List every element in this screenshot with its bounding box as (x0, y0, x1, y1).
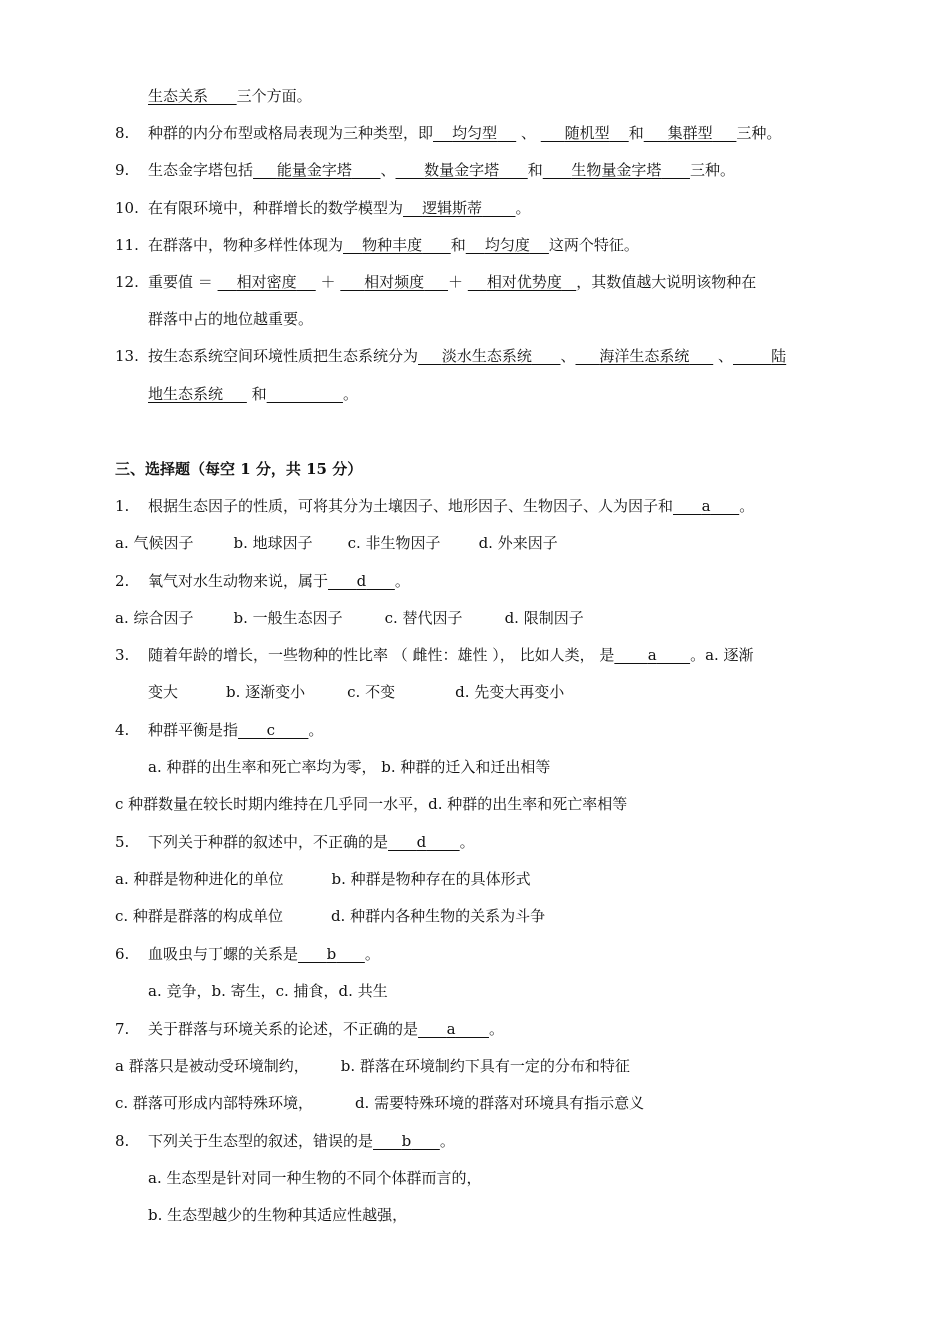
answer-blank: d (416, 833, 427, 851)
answer-blank: 生态关系 (148, 87, 209, 105)
fill-q13: 13. 按生态系统空间环境性质把生态系统分为 淡水生态系统 、 海洋生态系统 、 陆 (115, 347, 787, 365)
mc-q1: 1. 根据生态因子的性质，可将其分为土壤因子、地形因子、生物因子、人为因子和 a 。 (115, 497, 755, 515)
mc-q5-options-2: c. 种群是群落的构成单位 d. 种群内各种生物的关系为斗争 (115, 907, 546, 925)
answer-blank: 生物量金字塔 (571, 161, 662, 179)
answer-blank: d (356, 572, 367, 590)
mc-q7-options-2: c. 群落可形成内部特殊环境， d. 需要特殊环境的群落对环境具有指示意义 (115, 1094, 645, 1112)
answer-blank: a (701, 497, 711, 515)
answer-blank: 集群型 (667, 124, 713, 142)
answer-blank: b (326, 945, 337, 963)
mc-q4-options-1: a. 种群的出生率和死亡率均为零， b. 种群的迁入和迁出相等 (148, 758, 551, 776)
fill-q9: 9. 生态金字塔包括 能量金字塔 、 数量金字塔 和 生物量金字塔 三种。 (115, 161, 735, 179)
answer-blank: 物种丰度 (362, 236, 423, 254)
answer-blank: 数量金字塔 (424, 161, 500, 179)
fill-q10: 10. 在有限环境中，种群增长的数学模型为 逻辑斯蒂 。 (115, 199, 531, 217)
mc-q6: 6. 血吸虫与丁螺的关系是 b 。 (115, 945, 380, 963)
mc-q4-options-2: c 种群数量在较长时期内维持在几乎同一水平，d. 种群的出生率和死亡率相等 (115, 795, 628, 813)
fill-q7-continuation: 生态关系 三个方面。 (148, 87, 312, 105)
answer-blank: a (446, 1020, 456, 1038)
answer-blank: 随机型 (564, 124, 610, 142)
answer-blank: 能量金字塔 (276, 161, 352, 179)
mc-q5-options-1: a. 种群是物种进化的单位 b. 种群是物种存在的具体形式 (115, 870, 531, 888)
answer-blank: 相对频度 (364, 273, 425, 291)
mc-q2: 2. 氧气对水生动物来说，属于 d 。 (115, 572, 410, 590)
answer-blank: 均匀度 (484, 236, 530, 254)
answer-blank: 陆 (771, 347, 787, 365)
mc-q8-option-a: a. 生态型是针对同一种生物的不同个体群而言的， (148, 1169, 482, 1187)
mc-q6-options: a. 竞争，b. 寄生，c. 捕食，d. 共生 (148, 982, 388, 1000)
mc-q3-options: 变大 b. 逐渐变小 c. 不变 d. 先变大再变小 (148, 683, 565, 701)
mc-q4: 4. 种群平衡是指 c 。 (115, 721, 324, 739)
answer-blank: c (266, 721, 276, 739)
mc-q2-options: a. 综合因子 b. 一般生态因子 c. 替代因子 d. 限制因子 (115, 609, 584, 627)
answer-blank: 相对优势度 (486, 273, 562, 291)
answer-blank: 逻辑斯蒂 (422, 199, 483, 217)
fill-q12-line2: 群落中占的地位越重要。 (148, 310, 314, 328)
answer-blank: b (401, 1132, 412, 1150)
answer-blank: 海洋生态系统 (599, 347, 690, 365)
mc-q7: 7. 关于群落与环境关系的论述，不正确的是 a 。 (115, 1020, 504, 1038)
mc-q8-option-b: b. 生态型越少的生物种其适应性越强， (148, 1206, 408, 1224)
mc-q8: 8. 下列关于生态型的叙述，错误的是 b 。 (115, 1132, 455, 1150)
section-heading: 三、选择题（每空 1 分，共 15 分） (115, 460, 363, 478)
fill-q8: 8. 种群的内分布型或格局表现为三种类型，即 均匀型 、 随机型 和 集群型 三种。 (115, 124, 782, 142)
answer-blank: 相对密度 (236, 273, 297, 291)
fill-q11: 11. 在群落中，物种多样性体现为 物种丰度 和 均匀度 这两个特征。 (115, 236, 639, 254)
answer-blank-empty (267, 385, 343, 403)
mc-q3: 3. 随着年龄的增长，一些物种的性比率 （ 雌性：雄性 ）， 比如人类， 是 a 。a. 逐渐 (115, 646, 754, 664)
answer-blank: 均匀型 (452, 124, 498, 142)
answer-blank: a (647, 646, 657, 664)
answer-blank: 淡水生态系统 (441, 347, 532, 365)
answer-blank: 地生态系统 (148, 385, 224, 403)
fill-q12: 12. 重要值 ＝ 相对密度 ＋ 相对频度 ＋ 相对优势度 ，其数值越大说明该物种在 (115, 273, 757, 291)
fill-q13-line2: 地生态系统 和 。 (148, 385, 358, 403)
mc-q7-options-1: a 群落只是被动受环境制约， b. 群落在环境制约下具有一定的分布和特征 (115, 1057, 630, 1075)
mc-q1-options: a. 气候因子 b. 地球因子 c. 非生物因子 d. 外来因子 (115, 534, 558, 552)
mc-q5: 5. 下列关于种群的叙述中，不正确的是 d 。 (115, 833, 475, 851)
